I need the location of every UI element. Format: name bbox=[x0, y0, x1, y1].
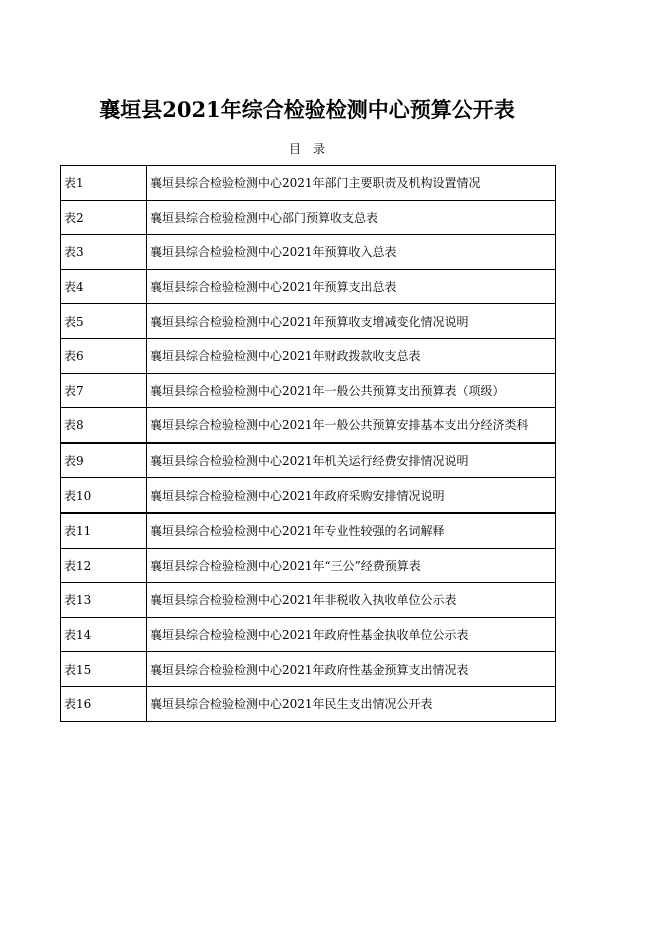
table-name-cell: 襄垣县综合检验检测中心2021年政府性基金预算支出情况表 bbox=[147, 652, 556, 687]
table-row bbox=[61, 478, 556, 513]
table-row bbox=[61, 617, 556, 652]
table-code-cell: 表12 bbox=[61, 548, 147, 583]
table-code-cell: 表5 bbox=[61, 304, 147, 339]
table-row bbox=[61, 338, 556, 373]
table-code-cell: 表7 bbox=[61, 373, 147, 408]
table-name-cell: 襄垣县综合检验检测中心2021年一般公共预算安排基本支出分经济类科 bbox=[147, 408, 556, 443]
table-name-cell: 襄垣县综合检验检测中心2021年一般公共预算支出预算表（项级） bbox=[147, 373, 556, 408]
table-name-cell: 襄垣县综合检验检测中心2021年民生支出情况公开表 bbox=[147, 686, 556, 721]
table-name-cell: 襄垣县综合检验检测中心2021年部门主要职责及机构设置情况 bbox=[147, 166, 556, 201]
table-code-cell: 表3 bbox=[61, 235, 147, 270]
table-name-cell: 襄垣县综合检验检测中心部门预算收支总表 bbox=[147, 200, 556, 235]
table-row bbox=[61, 235, 556, 270]
table-name-cell: 襄垣县综合检验检测中心2021年非税收入执收单位公示表 bbox=[147, 583, 556, 618]
table-of-contents bbox=[60, 165, 556, 722]
table-of-contents-heading: 目 录 bbox=[288, 142, 325, 156]
table-row bbox=[61, 652, 556, 687]
table-row bbox=[61, 269, 556, 304]
table-code-cell: 表4 bbox=[61, 269, 147, 304]
table-code-cell: 表1 bbox=[61, 166, 147, 201]
table-code-cell: 表6 bbox=[61, 338, 147, 373]
table-row bbox=[61, 166, 556, 201]
table-code-cell: 表13 bbox=[61, 583, 147, 618]
table-name-cell: 襄垣县综合检验检测中心2021年政府性基金执收单位公示表 bbox=[147, 617, 556, 652]
table-code-cell: 表2 bbox=[61, 200, 147, 235]
table-name-cell: 襄垣县综合检验检测中心2021年“三公”经费预算表 bbox=[147, 548, 556, 583]
table-row bbox=[61, 548, 556, 583]
table-code-cell: 表9 bbox=[61, 443, 147, 478]
table-row bbox=[61, 583, 556, 618]
table-name-cell: 襄垣县综合检验检测中心2021年财政拨款收支总表 bbox=[147, 338, 556, 373]
table-name-cell: 襄垣县综合检验检测中心2021年政府采购安排情况说明 bbox=[147, 478, 556, 513]
table-code-cell: 表10 bbox=[61, 478, 147, 513]
table-row bbox=[61, 686, 556, 721]
table-code-cell: 表16 bbox=[61, 686, 147, 721]
table-name-cell: 襄垣县综合检验检测中心2021年预算支出总表 bbox=[147, 269, 556, 304]
table-row bbox=[61, 513, 556, 548]
table-code-cell: 表8 bbox=[61, 408, 147, 443]
table-code-cell: 表15 bbox=[61, 652, 147, 687]
table-name-cell: 襄垣县综合检验检测中心2021年专业性较强的名词解释 bbox=[147, 513, 556, 548]
table-row bbox=[61, 443, 556, 478]
table-row bbox=[61, 304, 556, 339]
table-row bbox=[61, 200, 556, 235]
page-title: 襄垣县2021年综合检验检测中心预算公开表 bbox=[99, 97, 515, 122]
table-name-cell: 襄垣县综合检验检测中心2021年预算收入总表 bbox=[147, 235, 556, 270]
table-row bbox=[61, 373, 556, 408]
table-code-cell: 表11 bbox=[61, 513, 147, 548]
table-row bbox=[61, 408, 556, 443]
table-name-cell: 襄垣县综合检验检测中心2021年机关运行经费安排情况说明 bbox=[147, 443, 556, 478]
table-name-cell: 襄垣县综合检验检测中心2021年预算收支增减变化情况说明 bbox=[147, 304, 556, 339]
table-code-cell: 表14 bbox=[61, 617, 147, 652]
